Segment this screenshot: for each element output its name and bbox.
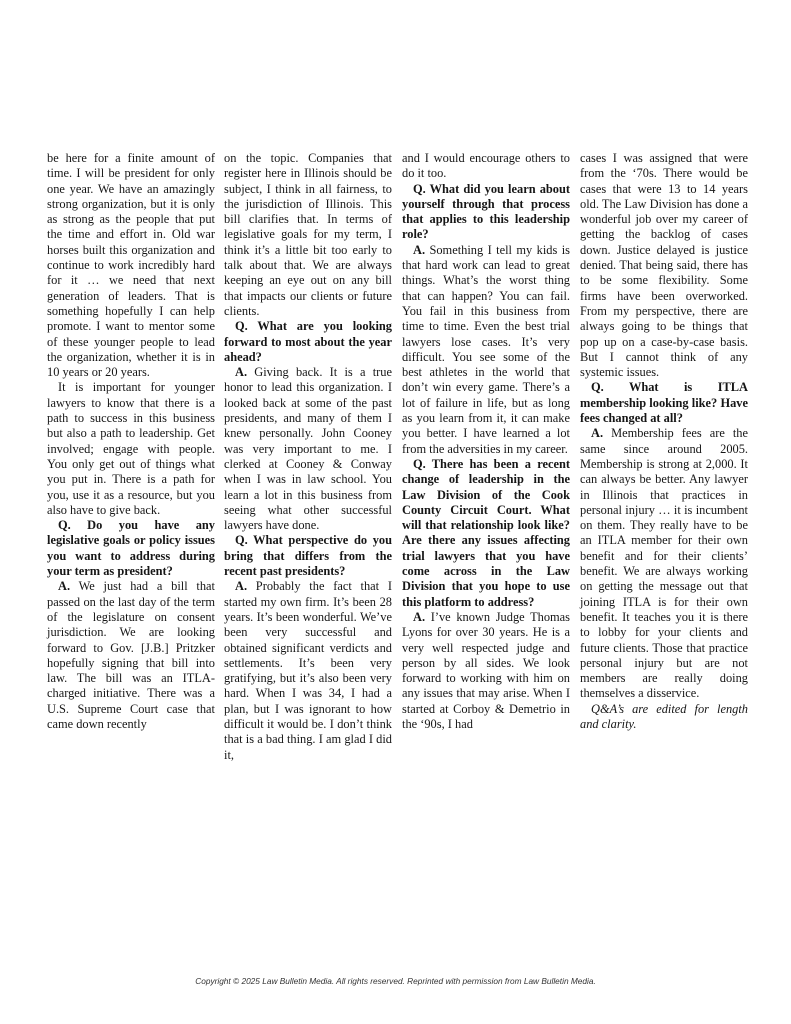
answer-marker: A.: [591, 426, 604, 441]
answer-text: We just had a bill that passed on the last day of the term of the legislature on consent jurisdiction. We are looking forward to Gov. [J.B.] Pritzker hopefully signing that bill into law. The bill was an ITLA-charged initiative. There was a U.S. Supreme Court case that came down recently: [47, 579, 215, 731]
interview-question: Q. What is ITLA membership looking like? Have fees changed at all?: [580, 380, 748, 426]
interview-answer: [224, 365, 392, 533]
body-paragraph: and I would encourage others to do it too.: [402, 151, 570, 181]
interview-question: Q. What are you looking forward to most about the year ahead?: [224, 319, 392, 364]
answer-marker: A.: [58, 579, 71, 594]
interview-answer: [402, 610, 570, 732]
interview-answer: [580, 426, 748, 701]
interview-question: Q. Do you have any legislative goals or policy issues you want to address during your term as president?: [47, 518, 215, 579]
answer-text: Membership fees are the same since around 2005. Membership is strong at 2,000. It can always be better. Any lawyer in Illinois that practices in personal injury … it is incumbent on them. They really have to be an ITLA member for their own benefit and for their clients’ benefit. We are always working on getting the message out that joining ITLA is for their own benefit. It teaches you it is there to lobby for your clients and future clients. Those that practice personal injury but are not members are really doing themselves a disservice.: [580, 426, 748, 701]
answer-text: Probably the fact that I started my own firm. It’s been 28 years. It’s been wonderful. We’ve been very successful and obtained significant verdicts and settlements. It’s been very gratifying, but it’s also been very hard. When I was 34, I had a plan, but I was ignorant to how difficult it would be. I don’t think that is a bad thing. I am glad I did it,: [224, 579, 392, 762]
body-paragraph: cases I was assigned that were from the ‘70s. There would be cases that were 13 to 14 years old. The Law Division has done a wonderful job over my career of getting the backlog of cases down. Justice delayed is justice denied. That being said, there has to be some flexibility. Some firms have been overworked. From my perspective, there are always going to be things that pop up on a case-by-case basis. But I cannot think of any systemic issues.: [580, 151, 748, 380]
interview-answer: [47, 579, 215, 732]
body-paragraph: on the topic. Companies that register here in Illinois should be subject, I think in all fairness, to the jurisdiction of Illinois. This bill clarifies that. In terms of legislative goals for my term, I think it’s a little bit too early to talk about that. We are always keeping an eye out on any bill that impacts our clients or future clients.: [224, 151, 392, 318]
editor-note: Q&A’s are edited for length and clarity.: [580, 701, 748, 731]
article-column-4: [580, 151, 748, 732]
answer-marker: A.: [413, 609, 426, 624]
answer-marker: A.: [235, 579, 248, 594]
answer-text: I’ve known Judge Thomas Lyons for over 30 years. He is a very well respected judge and person by all sides. We look forward to working with him on any issues that may arise. When I started at Corboy & Demetrio in the ‘90s, I had: [402, 609, 570, 731]
answer-marker: A.: [235, 365, 248, 380]
interview-question: Q. There has been a recent change of leadership in the Law Division of the Cook County Circuit Court. What will that relationship look like? Are there any issues affecting trial lawyers that you have come across in the Law Division that you hope to use this platform to address?: [402, 456, 570, 609]
article-column-2: [224, 151, 392, 763]
copyright-footer: Copyright © 2025 Law Bulletin Media. All rights reserved. Reprinted with permission from Law Bulletin Media.: [195, 976, 596, 986]
body-paragraph: It is important for younger lawyers to know that there is a path to success in this business but also a path to leadership. Get involved; engage with people. You only get out of things what you put in. There is a path for you, use it as a resource, but you also have to give back.: [47, 380, 215, 517]
interview-answer: [224, 579, 392, 763]
interview-question: Q. What perspective do you bring that differs from the recent past presidents?: [224, 533, 392, 579]
article-column-1: [47, 151, 215, 732]
interview-question: Q. What did you learn about yourself through that process that applies to this leadership role?: [402, 181, 570, 242]
answer-marker: A.: [413, 242, 426, 257]
interview-answer: [402, 243, 570, 457]
answer-text: Giving back. It is a true honor to lead this organization. I looked back at some of the past presidents, and many of them I knew personally. John Cooney was very important to me. I clerked at Cooney & Conway when I was in law school. You learn a lot in this business from seeing what other successful lawyers have done.: [224, 365, 392, 533]
article-column-3: [402, 151, 570, 732]
answer-text: Something I tell my kids is that hard work can lead to great things. What’s the worst thing that can happen? You can fail. You fail in this business from time to time. Even the best trial lawyers lose cases. It’s very difficult. You see some of the best athletes in the world that don’t win every game. There’s a lot of failure in life, but as long as you learn from it, it can make you better. I have learned a lot from the adversities in my career.: [402, 242, 570, 456]
body-paragraph: be here for a finite amount of time. I will be president for only one year. We have an amazingly strong organization, but it is only as strong as the people that put the time and effort in. Old war horses built this organization and continue to work incredibly hard for it … we need that next generation of leaders. That is something hopefully I can help promote. I want to mentor some of these younger people to lead the organization, whether it is in 10 years or 20 years.: [47, 151, 215, 380]
